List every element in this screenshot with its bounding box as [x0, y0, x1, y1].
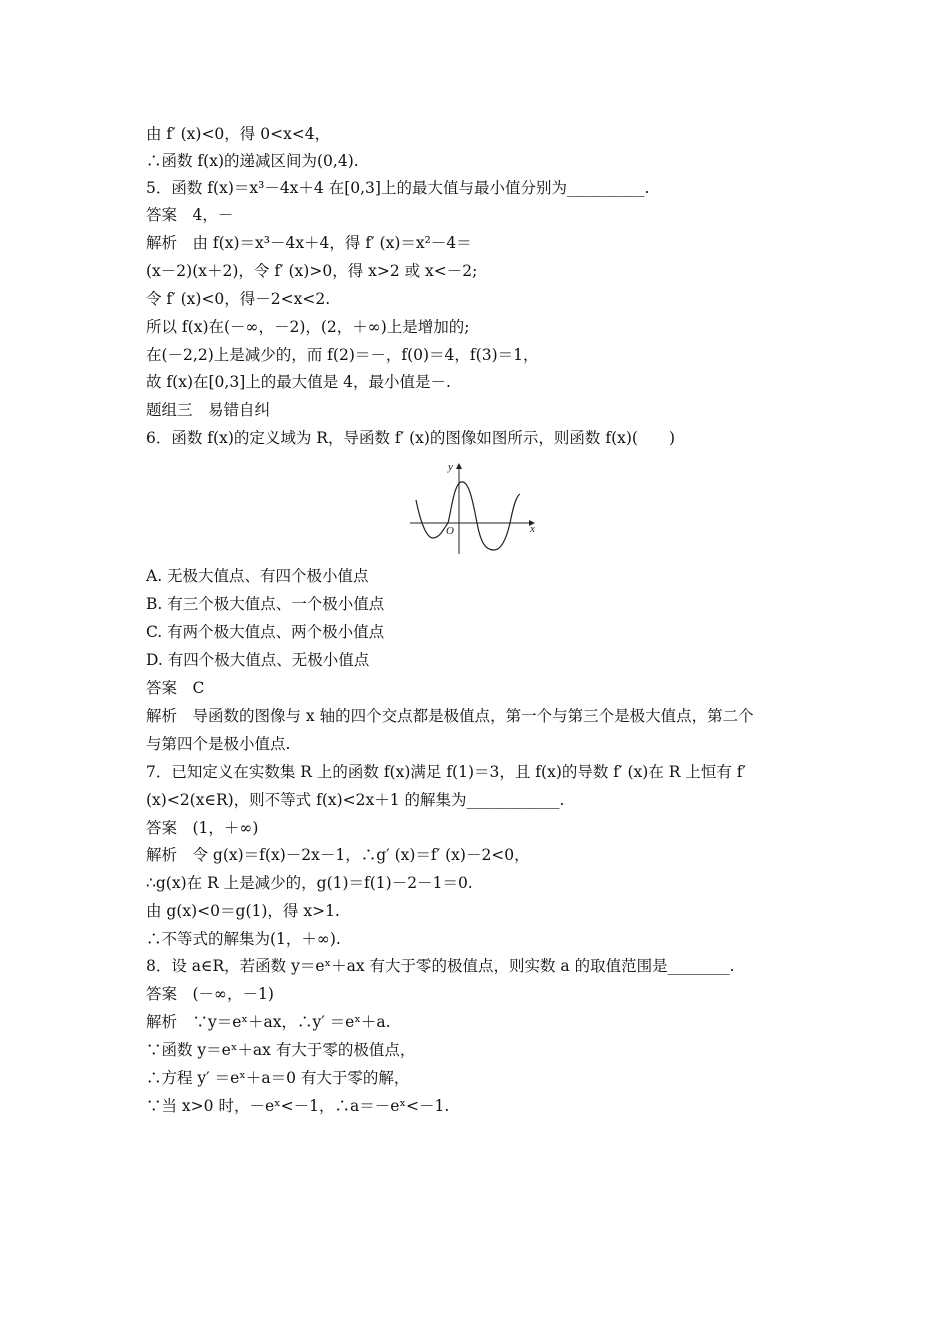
- solution-7: 解析 令 g(x)＝f(x)－2x－1，∴g′ (x)＝f′ (x)－2<0，: [146, 846, 530, 864]
- answer-8: 答案 (－∞，－1): [146, 985, 274, 1003]
- solution-5: 解析 由 f(x)＝x³－4x＋4，得 f′ (x)＝x²－4＝: [146, 234, 472, 252]
- text-line: 在(－2,2)上是减少的，而 f(2)＝－，f(0)＝4，f(3)＝1，: [146, 346, 539, 364]
- text-line: 所以 f(x)在(－∞，－2)，(2，＋∞)上是增加的;: [146, 318, 470, 336]
- question-8: 8．设 a∈R，若函数 y＝eˣ＋ax 有大于零的极值点，则实数 a 的取值范围是________.: [146, 957, 735, 975]
- answer-6: 答案 C: [146, 679, 205, 697]
- text-line: ∴方程 y′ ＝eˣ＋a＝0 有大于零的解，: [146, 1069, 410, 1087]
- y-axis-label: y: [448, 461, 453, 473]
- text-line: ∵函数 y＝eˣ＋ax 有大于零的极值点，: [146, 1041, 416, 1059]
- origin-label: O: [446, 525, 454, 537]
- derivative-curve: [416, 482, 520, 550]
- question-5: 5．函数 f(x)＝x³－4x＋4 在[0,3]上的最大值与最小值分别为__________.: [146, 179, 650, 197]
- option-c: C. 有两个极大值点、两个极小值点: [146, 623, 385, 641]
- text-line: 与第四个是极小值点.: [146, 735, 291, 753]
- text-line: (x)<2(x∈R)，则不等式 f(x)<2x＋1 的解集为____________.: [146, 791, 565, 809]
- solution-8: 解析 ∵y＝eˣ＋ax，∴y′ ＝eˣ＋a.: [146, 1013, 391, 1031]
- option-d: D. 有四个极大值点、无极小值点: [146, 651, 370, 669]
- question-6: 6．函数 f(x)的定义域为 R，导函数 f′ (x)的图像如图所示，则函数 f(x)( ): [146, 429, 675, 447]
- text-line: 由 g(x)<0＝g(1)，得 x>1.: [146, 902, 340, 920]
- derivative-graph-figure: [406, 456, 546, 556]
- x-axis-label: x: [530, 523, 535, 535]
- text-line: 故 f(x)在[0,3]上的最大值是 4，最小值是－.: [146, 373, 451, 391]
- text-line: ∵当 x>0 时，－eˣ<－1，∴a＝－eˣ<－1.: [146, 1097, 450, 1115]
- text-line: (x－2)(x＋2)，令 f′ (x)>0，得 x>2 或 x<－2;: [146, 262, 478, 280]
- answer-5: 答案 4，－: [146, 206, 234, 224]
- option-a: A. 无极大值点、有四个极小值点: [146, 567, 369, 585]
- text-line: ∴不等式的解集为(1，＋∞).: [146, 930, 341, 948]
- answer-7: 答案 (1，＋∞): [146, 819, 259, 837]
- derivative-graph: [406, 456, 546, 556]
- text-line: 令 f′ (x)<0，得－2<x<2.: [146, 290, 331, 308]
- section-heading: 题组三 易错自纠: [146, 401, 271, 419]
- question-7: 7．已知定义在实数集 R 上的函数 f(x)满足 f(1)＝3，且 f(x)的导数 f′ (x)在 R 上恒有 f′: [146, 763, 747, 781]
- text-line: 由 f′ (x)<0，得 0<x<4，: [146, 125, 331, 143]
- text-line: ∴g(x)在 R 上是减少的，g(1)＝f(1)－2－1＝0.: [146, 874, 473, 892]
- text-line: ∴函数 f(x)的递减区间为(0,4).: [146, 152, 359, 170]
- option-b: B. 有三个极大值点、一个极小值点: [146, 595, 385, 613]
- solution-6: 解析 导函数的图像与 x 轴的四个交点都是极值点，第一个与第三个是极大值点，第二个: [146, 707, 754, 725]
